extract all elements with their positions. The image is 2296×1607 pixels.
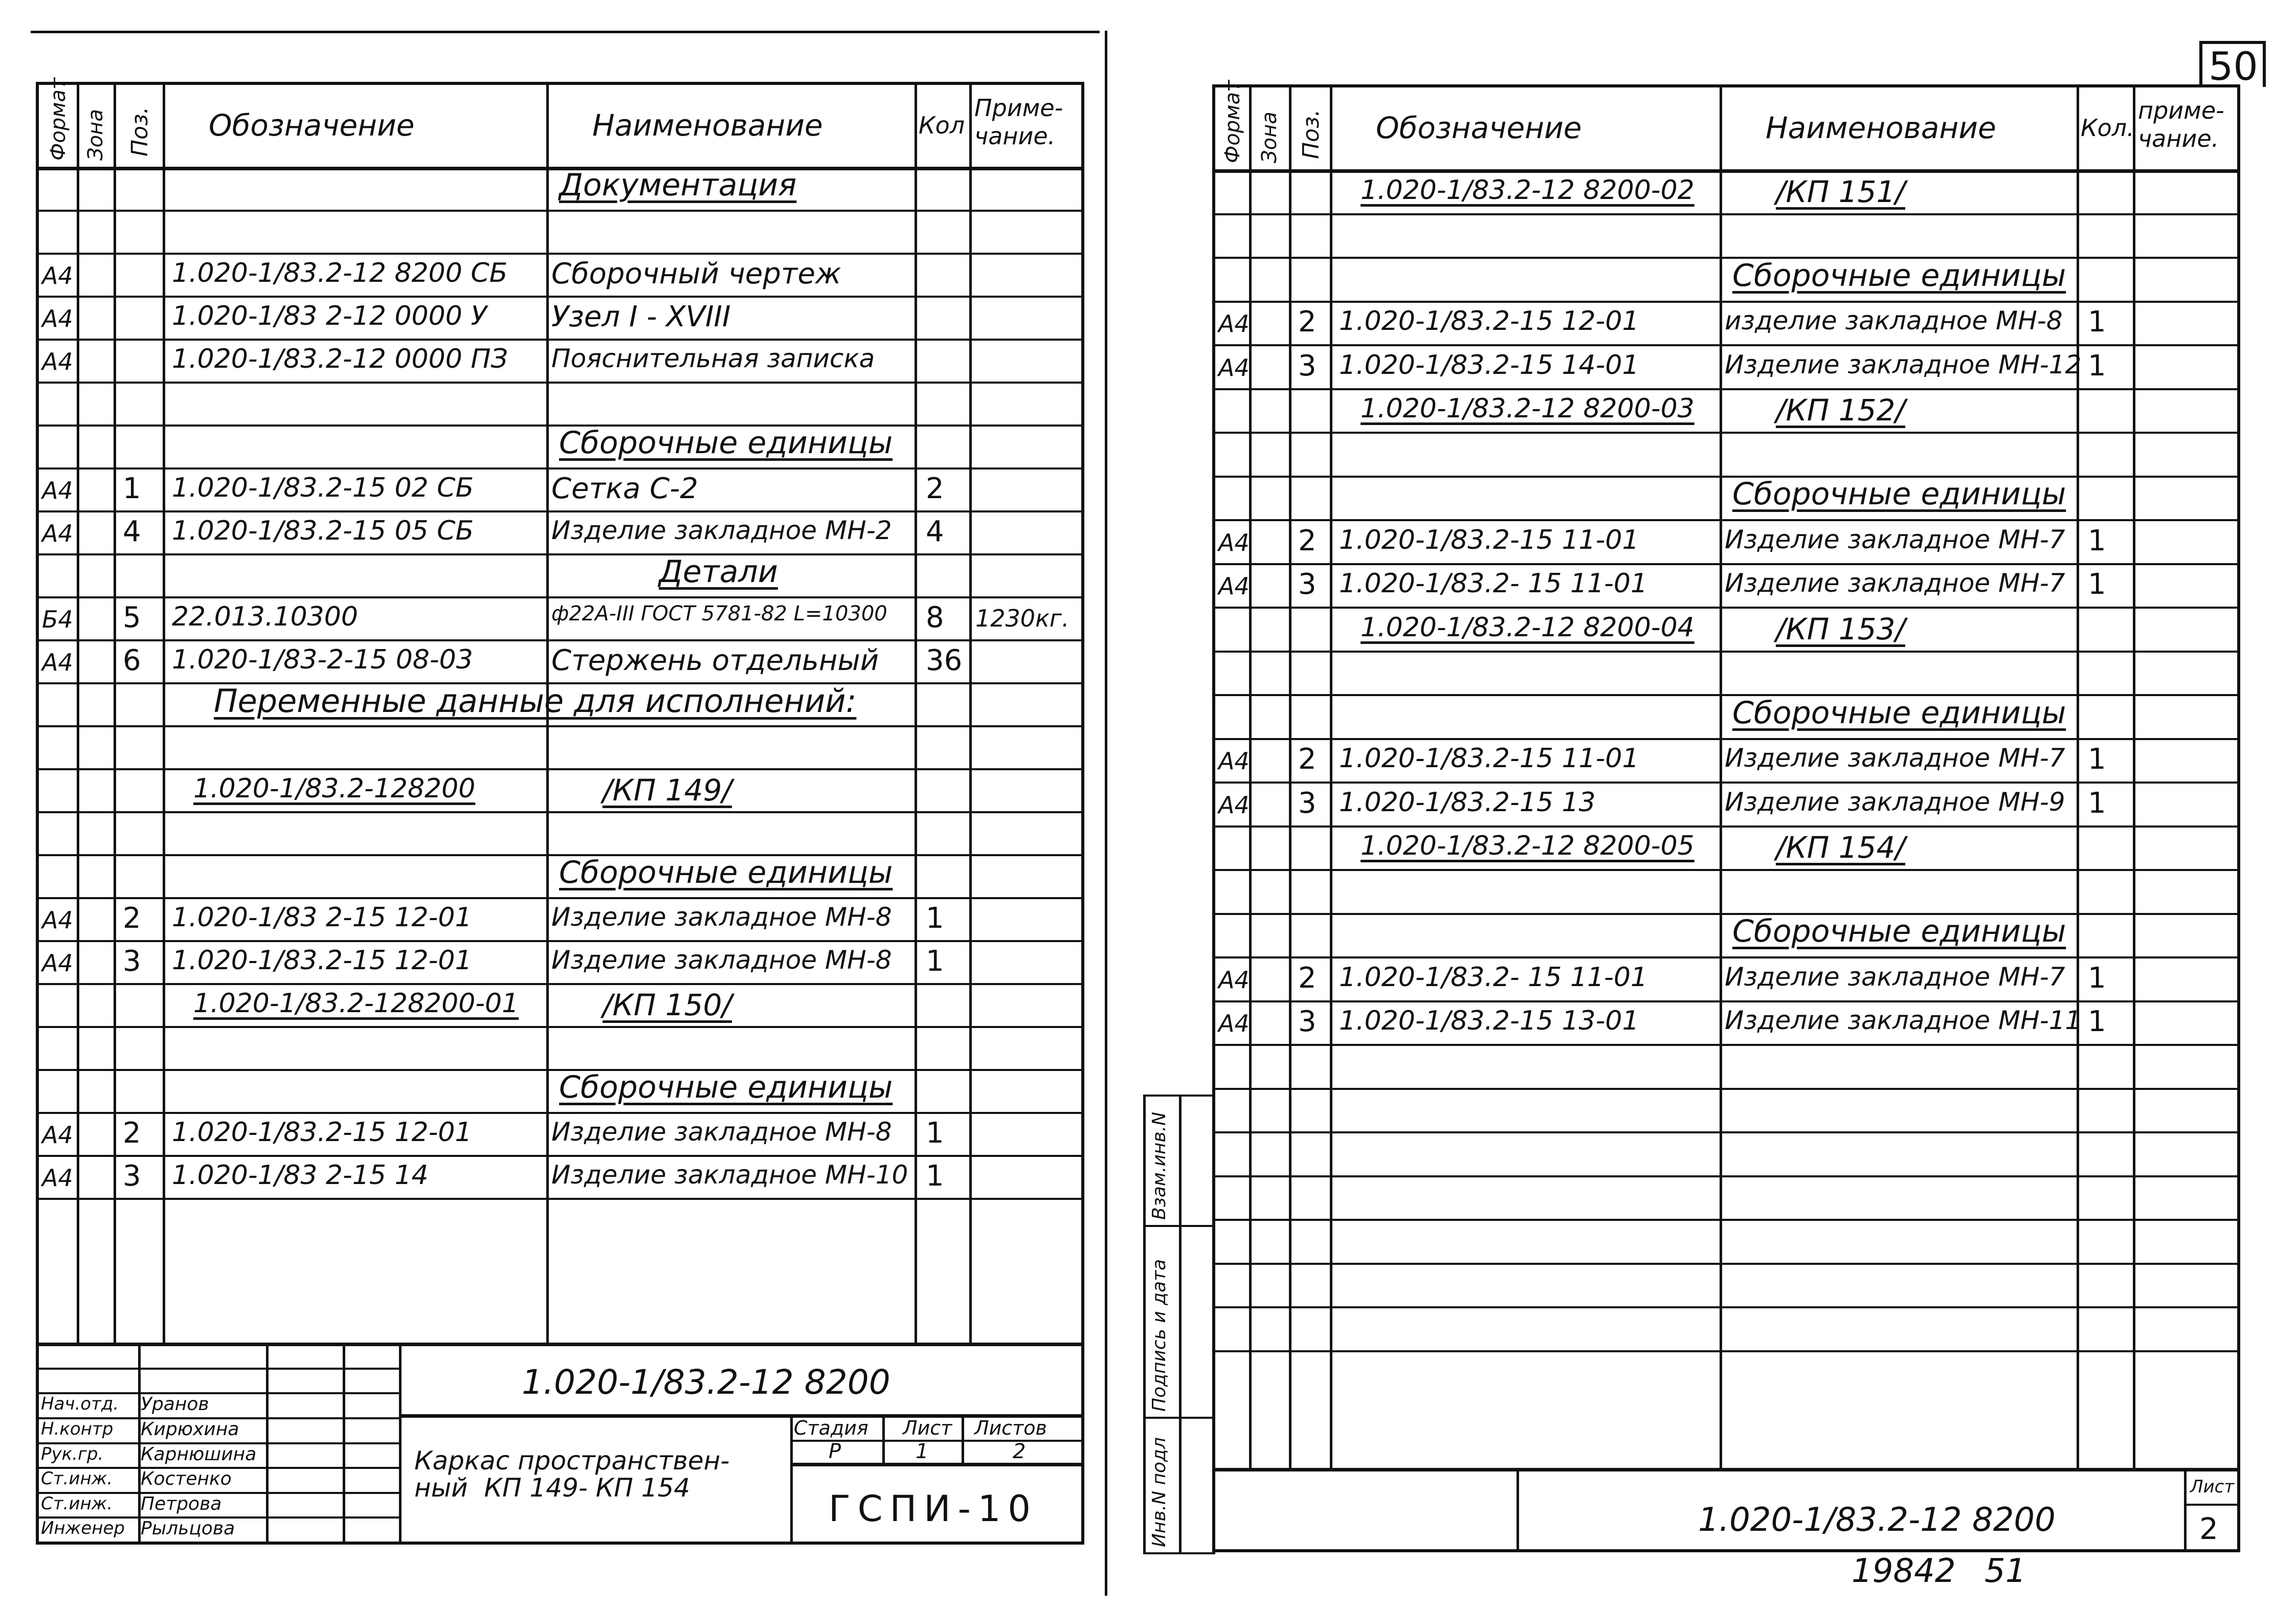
section-heading: Сборочные единицы bbox=[559, 855, 893, 890]
title-role: Ст.инж. bbox=[41, 1493, 113, 1514]
row-divider bbox=[1215, 694, 2237, 696]
row-pos: 2 bbox=[1298, 305, 1317, 339]
variant-designation: 1.020-1/83.2-12 8200-02 bbox=[1361, 174, 1695, 206]
row-designation: 1.020-1/83.2- 15 11-01 bbox=[1339, 962, 1648, 993]
row-pos: 5 bbox=[123, 601, 141, 634]
row-name: Изделие закладное МН-7 bbox=[1725, 962, 2065, 992]
header-divider bbox=[1215, 169, 2237, 173]
title-name: Карнюшина bbox=[141, 1443, 257, 1465]
row-format: А4 bbox=[1218, 572, 1250, 600]
title-name: Костенко bbox=[141, 1468, 232, 1490]
row-format: А4 bbox=[42, 520, 73, 547]
row-pos: 3 bbox=[1298, 349, 1317, 383]
row-designation: 1.020-1/83.2-15 05 СБ bbox=[172, 516, 474, 546]
row-designation: 1.020-1/83.2-12 0000 ПЗ bbox=[172, 344, 508, 374]
row-designation: 1.020-1/83-2-15 08-03 bbox=[172, 644, 473, 675]
row-divider bbox=[1215, 519, 2237, 521]
row-designation: 1.020-1/83.2-15 13-01 bbox=[1339, 1006, 1639, 1037]
title-name: Кирюхина bbox=[141, 1418, 239, 1440]
column-divider bbox=[915, 85, 917, 1343]
row-divider bbox=[1215, 1219, 2237, 1221]
row-divider bbox=[39, 339, 1081, 341]
row-name: изделие закладное МН-8 bbox=[1725, 306, 2063, 336]
variant-code: /КП 151/ bbox=[1776, 174, 1906, 209]
archive-number: 19842 bbox=[1852, 1552, 1956, 1590]
column-divider bbox=[114, 85, 116, 1343]
row-name: Изделие закладное МН-11 bbox=[1725, 1006, 2082, 1036]
row-divider bbox=[1215, 257, 2237, 259]
row-format: А4 bbox=[1218, 966, 1250, 994]
center-fold-line bbox=[1105, 31, 1107, 1596]
row-divider bbox=[1215, 1306, 2237, 1308]
row-divider bbox=[39, 725, 1081, 727]
row-designation: 1.020-1/83.2-15 12-01 bbox=[1339, 306, 1639, 337]
row-name: Сетка С-2 bbox=[551, 472, 699, 505]
column-divider bbox=[1330, 87, 1332, 1468]
row-note: 1230кг. bbox=[975, 605, 1069, 632]
row-divider bbox=[39, 467, 1081, 470]
row-divider bbox=[1215, 213, 2237, 215]
title-stage-col bbox=[790, 1414, 793, 1542]
row-format: А4 bbox=[42, 477, 73, 504]
side-stamp-label: Подпись и дата bbox=[1149, 1259, 1170, 1412]
section-heading: Сборочные единицы bbox=[1732, 476, 2066, 512]
header-designation: Обозначение bbox=[1376, 110, 1582, 145]
variant-designation: 1.020-1/83.2-12 8200-05 bbox=[1361, 831, 1695, 862]
footer-top bbox=[1215, 1468, 2237, 1471]
row-designation: 1.020-1/83.2-15 14-01 bbox=[1339, 349, 1639, 381]
variant-code: /КП 150/ bbox=[603, 988, 732, 1022]
row-format: А4 bbox=[42, 906, 73, 934]
row-divider bbox=[1215, 344, 2237, 346]
header-pos: Поз. bbox=[127, 106, 153, 157]
variant-heading: Переменные данные для исполнений: bbox=[214, 682, 857, 720]
row-pos: 1 bbox=[123, 472, 141, 505]
title-role: Н.контр bbox=[41, 1418, 114, 1439]
title-name: Петрова bbox=[141, 1493, 222, 1514]
row-format: А4 bbox=[42, 1164, 73, 1192]
row-qty: 1 bbox=[2088, 524, 2106, 557]
header-format: Формат bbox=[1221, 80, 1244, 163]
row-name: Узел I - XVIII bbox=[551, 300, 731, 333]
right-spec-sheet bbox=[1212, 84, 2240, 1552]
row-divider bbox=[39, 296, 1081, 298]
header-qty: Кол bbox=[919, 111, 965, 139]
row-format: А4 bbox=[1218, 353, 1250, 382]
sheet-label: Лист bbox=[903, 1417, 952, 1439]
header-pos: Поз. bbox=[1298, 109, 1324, 159]
row-divider bbox=[39, 768, 1081, 770]
header-format: Формат bbox=[47, 77, 70, 161]
row-divider bbox=[1215, 1263, 2237, 1265]
row-pos: 3 bbox=[1298, 786, 1317, 820]
row-divider bbox=[39, 253, 1081, 255]
row-designation: 1.020-1/83.2-12 8200 СБ bbox=[172, 258, 508, 288]
row-qty: 1 bbox=[926, 1117, 944, 1150]
header-note: приме- чание. bbox=[2138, 97, 2224, 153]
row-pos: 2 bbox=[123, 902, 141, 935]
title-role: Инженер bbox=[41, 1518, 125, 1539]
row-pos: 3 bbox=[1298, 568, 1317, 601]
row-name: ф22А-III ГОСТ 5781-82 L=10300 bbox=[551, 602, 887, 626]
footer-sheet-label: Лист bbox=[2190, 1477, 2235, 1497]
row-divider bbox=[1215, 1131, 2237, 1133]
side-stamp-mid bbox=[1179, 1095, 1182, 1552]
row-divider bbox=[1215, 432, 2237, 434]
column-divider bbox=[969, 85, 972, 1343]
row-pos: 4 bbox=[123, 515, 141, 548]
row-divider bbox=[1215, 476, 2237, 478]
row-divider bbox=[39, 510, 1081, 512]
row-qty: 2 bbox=[926, 472, 944, 505]
title-doc-code: 1.020-1/83.2-12 8200 bbox=[522, 1363, 890, 1402]
row-qty: 1 bbox=[2088, 305, 2106, 339]
header-designation: Обозначение bbox=[209, 108, 415, 143]
column-divider bbox=[1289, 87, 1291, 1468]
row-divider bbox=[39, 1155, 1081, 1157]
row-divider bbox=[1215, 607, 2237, 609]
title-name-text: Каркас пространствен- ный КП 149- КП 154 bbox=[414, 1446, 730, 1503]
side-stamp-row bbox=[1143, 1417, 1215, 1419]
variant-code: /КП 152/ bbox=[1776, 393, 1906, 428]
row-divider bbox=[1215, 782, 2237, 784]
row-name: Сборочный чертеж bbox=[551, 257, 841, 291]
row-designation: 1.020-1/83 2-12 0000 У bbox=[172, 301, 487, 331]
row-name: Изделие закладное МН-8 bbox=[551, 902, 892, 932]
side-stamp-row bbox=[1143, 1095, 1215, 1097]
row-designation: 1.020-1/83.2-15 12-01 bbox=[172, 945, 472, 976]
title-name: Рыльцова bbox=[141, 1518, 235, 1539]
row-divider bbox=[1215, 1044, 2237, 1046]
footer-sheet-row bbox=[2184, 1504, 2237, 1506]
row-pos: 2 bbox=[1298, 961, 1317, 995]
title-stage-row2 bbox=[790, 1463, 1081, 1466]
row-divider bbox=[1215, 913, 2237, 915]
column-divider bbox=[1249, 87, 1252, 1468]
title-block-top bbox=[39, 1343, 1081, 1346]
archive-page: 51 bbox=[1985, 1552, 2026, 1590]
row-format: Б4 bbox=[42, 606, 73, 633]
row-qty: 4 bbox=[926, 515, 944, 548]
row-divider bbox=[39, 553, 1081, 555]
row-format: А4 bbox=[1218, 528, 1250, 556]
row-divider bbox=[39, 897, 1081, 899]
section-heading: Детали bbox=[659, 554, 778, 590]
row-designation: 1.020-1/83 2-15 12-01 bbox=[172, 902, 472, 933]
row-qty: 8 bbox=[926, 601, 944, 634]
sheets-value: 2 bbox=[1013, 1440, 1026, 1463]
row-divider bbox=[1215, 956, 2237, 958]
row-name: Изделие закладное МН-7 bbox=[1725, 743, 2065, 773]
row-qty: 36 bbox=[926, 644, 963, 677]
row-name: Изделие закладное МН-2 bbox=[551, 516, 892, 545]
row-divider bbox=[1215, 563, 2237, 565]
row-divider bbox=[1215, 825, 2237, 828]
column-divider bbox=[2133, 87, 2135, 1468]
variant-designation: 1.020-1/83.2-12 8200-04 bbox=[1361, 612, 1695, 643]
row-designation: 1.020-1/83.2-15 11-01 bbox=[1339, 524, 1639, 555]
row-divider bbox=[39, 382, 1081, 384]
row-name: Пояснительная записка bbox=[551, 344, 875, 373]
footer-divider bbox=[1517, 1468, 1519, 1552]
row-pos: 2 bbox=[123, 1117, 141, 1150]
row-divider bbox=[39, 596, 1081, 598]
row-pos: 3 bbox=[123, 945, 141, 978]
row-divider bbox=[1215, 738, 2237, 740]
row-qty: 1 bbox=[2088, 568, 2106, 601]
row-qty: 1 bbox=[2088, 1005, 2106, 1039]
row-designation: 22.013.10300 bbox=[172, 601, 358, 632]
org-name: ГСПИ-10 bbox=[829, 1488, 1038, 1530]
row-format: А4 bbox=[1218, 310, 1250, 338]
side-stamp-row bbox=[1143, 1225, 1215, 1227]
row-designation: 1.020-1/83.2-15 13 bbox=[1339, 787, 1596, 818]
row-name: Изделие закладное МН-9 bbox=[1725, 787, 2065, 817]
row-qty: 1 bbox=[926, 945, 944, 978]
variant-designation: 1.020-1/83.2-128200-01 bbox=[193, 988, 519, 1019]
row-divider bbox=[39, 940, 1081, 942]
column-divider bbox=[163, 85, 165, 1343]
row-name: Изделие закладное МН-8 bbox=[551, 945, 892, 975]
variant-code: /КП 154/ bbox=[1776, 830, 1906, 865]
stage-label: Стадия bbox=[794, 1417, 868, 1439]
section-heading: Сборочные единицы bbox=[1732, 695, 2066, 731]
row-qty: 1 bbox=[2088, 961, 2106, 995]
row-divider bbox=[1215, 388, 2237, 390]
section-heading: Сборочные единицы bbox=[1732, 913, 2066, 950]
column-divider bbox=[77, 85, 79, 1343]
header-qty: Кол. bbox=[2081, 114, 2134, 142]
row-qty: 1 bbox=[926, 1159, 944, 1193]
side-stamp-label: Взам.инв.N bbox=[1149, 1111, 1170, 1220]
header-name: Наименование bbox=[1766, 110, 1996, 145]
row-divider bbox=[1215, 651, 2237, 653]
row-name: Стержень отдельный bbox=[551, 644, 879, 677]
row-divider bbox=[39, 639, 1081, 641]
section-heading: Сборочные единицы bbox=[1732, 257, 2066, 294]
row-format: А4 bbox=[42, 305, 73, 332]
row-qty: 1 bbox=[926, 902, 944, 935]
stage-value: Р bbox=[829, 1440, 841, 1463]
row-name: Изделие закладное МН-7 bbox=[1725, 568, 2065, 598]
row-designation: 1.020-1/83.2- 15 11-01 bbox=[1339, 568, 1648, 599]
side-stamp-label: Инв.N подл bbox=[1149, 1437, 1170, 1547]
row-divider bbox=[1215, 1350, 2237, 1352]
header-zone: Зона bbox=[84, 109, 107, 161]
row-format: А4 bbox=[42, 649, 73, 676]
row-divider bbox=[39, 983, 1081, 985]
row-designation: 1.020-1/83.2-15 12-01 bbox=[172, 1117, 472, 1148]
footer-sheet-number: 2 bbox=[2199, 1511, 2218, 1546]
top-border-line bbox=[31, 31, 1100, 33]
row-format: А4 bbox=[1218, 1010, 1250, 1038]
title-role: Ст.инж. bbox=[41, 1468, 113, 1489]
section-heading: Сборочные единицы bbox=[559, 425, 893, 461]
row-name: Изделие закладное МН-10 bbox=[551, 1160, 908, 1190]
header-note: Приме- чание. bbox=[974, 94, 1063, 150]
section-heading: Документация bbox=[559, 167, 797, 203]
side-stamp-left bbox=[1143, 1095, 1146, 1552]
variant-designation: 1.020-1/83.2-12 8200-03 bbox=[1361, 393, 1695, 425]
footer-sheet-col bbox=[2184, 1468, 2187, 1552]
row-pos: 3 bbox=[1298, 1005, 1317, 1039]
row-divider bbox=[1215, 301, 2237, 303]
row-qty: 1 bbox=[2088, 349, 2106, 383]
row-designation: 1.020-1/83.2-15 02 СБ bbox=[172, 473, 474, 503]
row-pos: 2 bbox=[1298, 743, 1317, 776]
row-format: А4 bbox=[42, 348, 73, 375]
row-name: Изделие закладное МН-12 bbox=[1725, 349, 2082, 380]
footer-doc-code: 1.020-1/83.2-12 8200 bbox=[1698, 1501, 2056, 1539]
title-role: Нач.отд. bbox=[41, 1394, 119, 1415]
row-divider bbox=[39, 210, 1081, 212]
row-pos: 6 bbox=[123, 644, 141, 677]
header-zone: Зона bbox=[1258, 111, 1281, 163]
row-divider bbox=[1215, 1088, 2237, 1090]
row-designation: 1.020-1/83 2-15 14 bbox=[172, 1160, 429, 1191]
row-name: Изделие закладное МН-7 bbox=[1725, 524, 2065, 554]
title-row bbox=[39, 1368, 399, 1370]
row-qty: 1 bbox=[2088, 786, 2106, 820]
variant-designation: 1.020-1/83.2-128200 bbox=[193, 773, 476, 804]
row-divider bbox=[1215, 1175, 2237, 1177]
variant-code: /КП 149/ bbox=[603, 773, 732, 808]
row-divider bbox=[39, 811, 1081, 813]
row-divider bbox=[1215, 1000, 2237, 1002]
row-format: А4 bbox=[42, 949, 73, 977]
row-format: А4 bbox=[42, 262, 73, 289]
header-name: Наименование bbox=[592, 108, 823, 143]
title-role: Рук.гр. bbox=[41, 1443, 104, 1464]
page-number: 50 bbox=[2209, 43, 2258, 89]
row-format: А4 bbox=[42, 1121, 73, 1149]
row-name: Изделие закладное МН-8 bbox=[551, 1117, 892, 1147]
row-qty: 1 bbox=[2088, 743, 2106, 776]
variant-code: /КП 153/ bbox=[1776, 611, 1906, 646]
column-divider bbox=[2077, 87, 2079, 1468]
row-pos: 3 bbox=[123, 1159, 141, 1193]
sheets-label: Листов bbox=[974, 1417, 1047, 1439]
title-col bbox=[399, 1343, 402, 1542]
title-sheet-col bbox=[882, 1414, 885, 1463]
section-heading: Сборочные единицы bbox=[559, 1069, 893, 1105]
title-sheets-col bbox=[962, 1414, 964, 1463]
row-designation: 1.020-1/83.2-15 11-01 bbox=[1339, 743, 1639, 774]
title-name: Уранов bbox=[141, 1394, 209, 1415]
row-divider bbox=[39, 1026, 1081, 1028]
row-divider bbox=[39, 1198, 1081, 1200]
row-pos: 2 bbox=[1298, 524, 1317, 557]
row-divider bbox=[39, 1112, 1081, 1114]
sheet-value: 1 bbox=[916, 1440, 929, 1463]
row-format: А4 bbox=[1218, 747, 1250, 775]
side-stamp-row bbox=[1143, 1552, 1215, 1554]
row-format: А4 bbox=[1218, 791, 1250, 819]
column-divider bbox=[1720, 87, 1722, 1468]
row-divider bbox=[1215, 869, 2237, 871]
